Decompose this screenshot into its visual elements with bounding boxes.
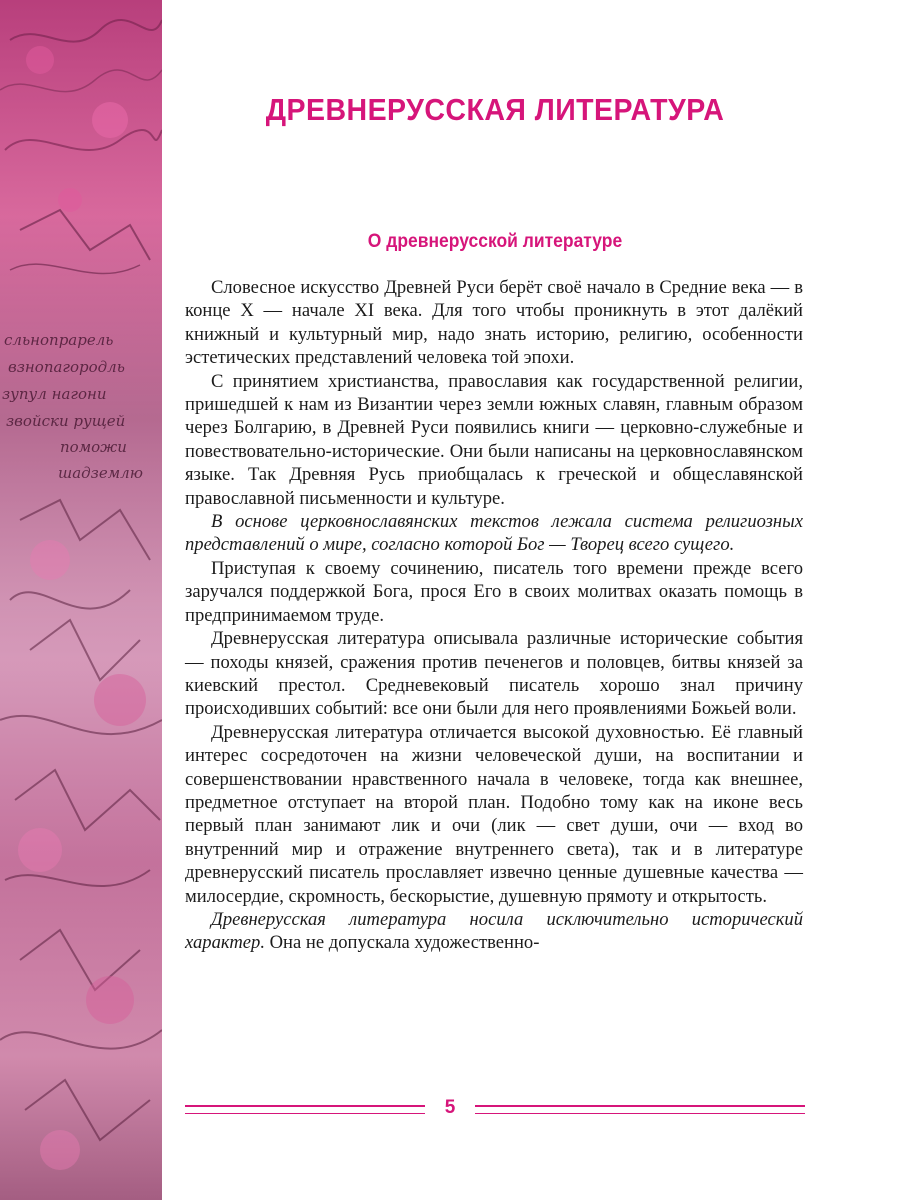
paragraph-continuation: Она не допускала художественно- — [264, 932, 540, 954]
manuscript-line: звойски рущей — [6, 412, 126, 430]
manuscript-line: взнопагородль — [8, 358, 125, 376]
footer-rule-right — [475, 1105, 805, 1114]
footer-rule-left — [185, 1105, 425, 1114]
side-illustration — [0, 0, 162, 1200]
paragraph: Древнерусская литература описывала различные исторические события — походы князей, сражения против печенегов и половцев, битвы князей за киевский престол. Средневековый писатель хорошо знал причину происходивших событий: все они были для него проявлениями Божьей воли. — [185, 628, 803, 720]
manuscript-line: поможи — [60, 438, 127, 456]
page-title: ДРЕВНЕРУССКАЯ ЛИТЕРАТУРА — [265, 92, 725, 127]
section-title: О древнерусской литературе — [367, 231, 623, 252]
paragraph: Приступая к своему сочинению, писатель того времени прежде всего заручался поддержкой Бога, прося Его в своих молитвах оказать помощь в предпринимаемом труде. — [185, 557, 803, 626]
manuscript-illustration-icon — [0, 0, 162, 1200]
page-number: 5 — [444, 1097, 456, 1118]
page-content — [185, 0, 805, 1200]
body-text — [185, 276, 803, 955]
manuscript-line: шадземлю — [58, 464, 143, 482]
paragraph: Словесное искусство Древней Руси берёт своё начало в Средние века — в конце X — начале XI века. Для того чтобы проникнуть в этот далёкий книжный и культурный мир, надо знать историю, религию, особенности эстетических представлений человека той эпохи. — [185, 277, 803, 369]
paragraph-last — [185, 908, 803, 955]
page-footer — [185, 1097, 805, 1121]
manuscript-line: сльнопрарель — [4, 331, 114, 349]
manuscript-line: зупул нагони — [2, 385, 107, 403]
paragraph: Древнерусская литература отличается высокой духовностью. Её главный интерес сосредоточен на жизни человеческой души, на воспитании и совершенствовании нравственного начала в человеке, тогда как внешнее, предметное отступает на второй план. Подобно тому как на иконе весь первый план занимают лик и очи (лик — свет души, очи — вход во внутренний мир и отражение внутреннего света), так и в литературе древнерусский писатель прославляет извечно ценные душевные качества — милосердие, скромность, бескорыстие, душевную прямоту и открытость. — [185, 721, 803, 907]
paragraph: С принятием христианства, православия как государственной религии, пришедшей к нам из Византии через земли южных славян, главным образом через Болгарию, в Древней Руси появились книги — церковно-служебные и повествовательно-исторические. Они были написаны на церковнославянском языке. Так Древняя Русь приобщалась к греческой и общеславянской православной письменности и культуре. — [185, 370, 803, 509]
paragraph-italic: В основе церковнославянских текстов лежала система религиозных представлений о мире, согласно которой Бог — Творец всего сущего. — [185, 511, 803, 556]
paragraph-italic-lead: Древнерусская литература носила исключительно исторический характер. — [185, 908, 803, 954]
